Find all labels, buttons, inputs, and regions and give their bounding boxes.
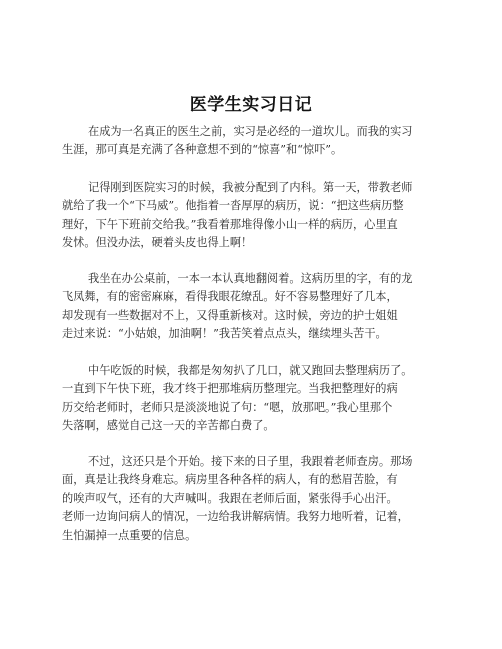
paragraph-line: 老师一边询问病人的情况，一边给我讲解病情。我努力地听着，记着，: [62, 510, 409, 524]
paragraph-line: 理好，下午下班前交给我。”我看着那堆得像小山一样的病历，心里直: [62, 217, 398, 231]
paragraph-line: 就给了我一个“下马威”。他指着一沓厚厚的病历，说：“把这些病历整: [62, 199, 404, 213]
paragraph-line: 一直到下午快下班，我才终于把那堆病历整理完。当我把整理好的病: [62, 382, 398, 396]
paragraph-line: 飞凤舞，有的密密麻麻，看得我眼花缭乱。好不容易整理好了几本，: [62, 290, 398, 304]
paragraph-line: 的唉声叹气，还有的大声喊叫。我跟在老师后面，紧张得手心出汗。: [62, 491, 398, 505]
paragraph-line: 生怕漏掉一点重要的信息。: [62, 528, 197, 542]
paragraph-1: [62, 123, 446, 160]
paragraph-line: 发怵。但没办法，硬着头皮也得上啊！: [62, 236, 253, 250]
paragraph-line: 却发现有一些数据对不上，又得重新核对。这时候，旁边的护士姐姐: [62, 308, 398, 322]
paragraph-line: 走过来说：“小姑娘，加油啊！”我苦笑着点点头，继续埋头苦干。: [62, 327, 387, 341]
document-title: 医学生实习日记: [189, 95, 313, 115]
paragraph-line: 失落啊，感觉自己这一天的辛苦都白费了。: [62, 419, 275, 433]
paragraph-line: 面，真是让我终身难忘。病房里各种各样的病人，有的愁眉苦脸，有: [62, 473, 398, 487]
paragraph-line: 中午吃饭的时候，我都是匆匆扒了几口，就又跑回去整理病历了。: [88, 364, 413, 377]
paragraph-4: [62, 362, 446, 436]
paragraph-line: 不过，这还只是个开始。接下来的日子里，我跟着老师查房。那场: [88, 455, 413, 468]
paragraph-2: [62, 179, 446, 253]
paragraph-line: 历交给老师时，老师只是淡淡地说了句：“嗯，放那吧。”我心里那个: [62, 400, 393, 414]
paragraph-line: 我坐在办公桌前，一本一本认真地翻阅着。这病历里的字，有的龙: [88, 272, 413, 285]
paragraph-line: 在成为一名真正的医生之前，实习是必经的一道坎儿。而我的实习: [88, 125, 413, 138]
paragraph-line: 生涯，那可真是充满了各种意想不到的“惊喜”和“惊吓”。: [62, 143, 343, 157]
paragraph-5: [62, 453, 446, 545]
paragraph-line: 记得刚到医院实习的时候，我被分配到了内科。第一天，带教老师: [88, 181, 413, 194]
paragraph-3: [62, 270, 446, 344]
